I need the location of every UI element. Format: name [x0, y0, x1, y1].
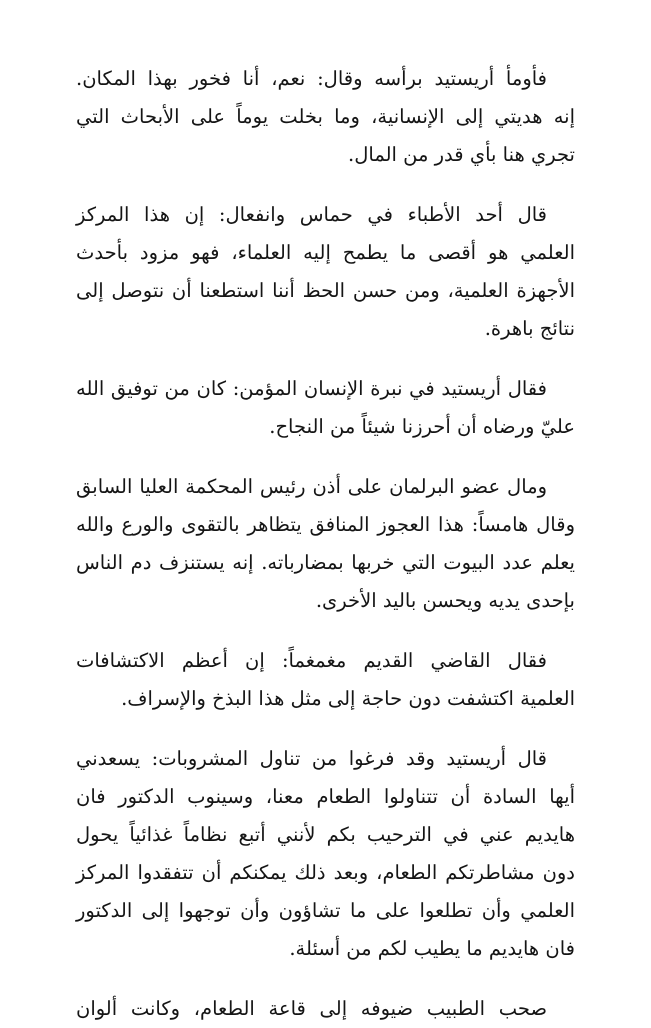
text-line: العلمي هو أقصى ما يطمح إليه العلماء، فهو مزود بأحدث [76, 241, 575, 264]
text-line: نتائج باهرة. [484, 317, 575, 340]
text-line: عليّ ورضاه أن أحرزنا شيئاً من النجاح. [269, 415, 575, 438]
text-line: فأومأ أريستيد برأسه وقال: نعم، أنا فخور بهذا المكان. [76, 67, 547, 90]
paragraph [76, 60, 575, 174]
text-line: فقال القاضي القديم مغمغماً: إن أعظم الاكتشافات [76, 649, 547, 672]
text-line: دون مشاطرتكم الطعام، وبعد ذلك يمكنكم أن تتفقدوا المركز [76, 861, 575, 884]
text-line: فقال أريستيد في نبرة الإنسان المؤمن: كان من توفيق الله [76, 377, 547, 400]
text-line: صحب الطبيب ضيوفه إلى قاعة الطعام، وكانت ألوان [76, 997, 547, 1020]
text-line: العلمية اكتشفت دون حاجة إلى مثل هذا البذخ والإسراف. [121, 687, 575, 710]
text-line: الأجهزة العلمية، ومن حسن الحظ أننا استطعنا أن نتوصل إلى [76, 279, 575, 302]
text-line: العلمي وأن تطلعوا على ما تشاؤون وأن توجهوا إلى الدكتور [76, 899, 575, 922]
text-line: هايديم عني في الترحيب بكم لأنني أتبع نظاماً غذائياً يحول [76, 823, 575, 846]
text-line: وقال هامساً: هذا العجوز المنافق يتظاهر بالتقوى والورع والله [76, 513, 575, 536]
paragraph [76, 196, 575, 348]
paragraph [76, 468, 575, 620]
paragraph [76, 642, 575, 718]
text-line: يعلم عدد البيوت التي خربها بمضارباته. إنه يستنزف دم الناس [76, 551, 575, 574]
text-line: قال أريستيد وقد فرغوا من تناول المشروبات: يسعدني [76, 747, 547, 770]
paragraph [76, 990, 575, 1028]
text-line: قال أحد الأطباء في حماس وانفعال: إن هذا المركز [76, 203, 547, 226]
text-line: إنه هديتي إلى الإنسانية، وما بخلت يوماً على الأبحاث التي [76, 105, 575, 128]
text-line: فان هايديم ما يطيب لكم من أسئلة. [289, 937, 575, 960]
paragraph [76, 370, 575, 446]
text-line: تجري هنا بأي قدر من المال. [348, 143, 575, 166]
paragraph [76, 740, 575, 968]
text-line: ومال عضو البرلمان على أذن رئيس المحكمة العليا السابق [76, 475, 547, 498]
text-line: بإحدى يديه ويحسن باليد الأخرى. [315, 589, 575, 612]
text-line: أيها السادة أن تتناولوا الطعام معنا، وسينوب الدكتور فان [76, 785, 575, 808]
